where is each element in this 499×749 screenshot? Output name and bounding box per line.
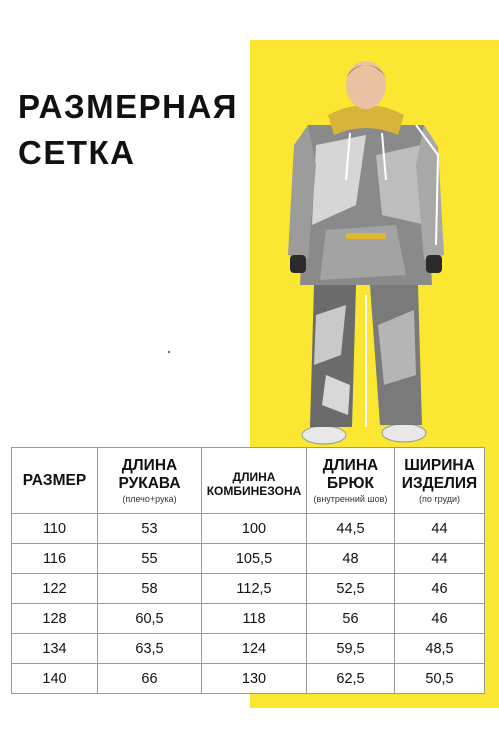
table-cell: 46 [395, 604, 485, 634]
header-sleeve-length-note: (плечо+рука) [122, 493, 177, 504]
page-title [18, 84, 238, 176]
table-cell: 105,5 [202, 544, 307, 574]
table-cell: 140 [12, 664, 98, 694]
header-pants-length-note: (внутренний шов) [313, 493, 388, 504]
table-cell: 59,5 [307, 634, 395, 664]
header-sleeve-length: ДЛИНА РУКАВА (плечо+рука) [98, 448, 202, 514]
table-cell: 122 [12, 574, 98, 604]
table-cell: 112,5 [202, 574, 307, 604]
table-cell: 128 [12, 604, 98, 634]
title-line-2: СЕТКА [18, 134, 136, 171]
table-cell: 48 [307, 544, 395, 574]
table-cell: 130 [202, 664, 307, 694]
table-cell: 58 [98, 574, 202, 604]
child-model-photo [286, 55, 446, 455]
title-line-1: РАЗМЕРНАЯ [18, 88, 239, 125]
table-row [12, 574, 485, 604]
table-row [12, 514, 485, 544]
table-cell: 124 [202, 634, 307, 664]
table-cell: 44 [395, 544, 485, 574]
table-cell: 116 [12, 544, 98, 574]
table-row [12, 604, 485, 634]
table-cell: 62,5 [307, 664, 395, 694]
table-cell: 110 [12, 514, 98, 544]
table-cell: 44 [395, 514, 485, 544]
table-cell: 46 [395, 574, 485, 604]
header-width: ШИРИНА ИЗДЕЛИЯ (по груди) [395, 448, 485, 514]
table-cell: 55 [98, 544, 202, 574]
table-cell: 60,5 [98, 604, 202, 634]
table-cell: 53 [98, 514, 202, 544]
header-overall-length: ДЛИНА КОМБИНЕЗОНА [202, 448, 307, 514]
header-pants-length: ДЛИНА БРЮК (внутренний шов) [307, 448, 395, 514]
table-cell: 66 [98, 664, 202, 694]
header-size: РАЗМЕР [12, 448, 98, 514]
table-cell: 52,5 [307, 574, 395, 604]
table-cell: 50,5 [395, 664, 485, 694]
decorative-dot [168, 351, 170, 353]
table-cell: 44,5 [307, 514, 395, 544]
table-header-row [12, 448, 485, 514]
table-cell: 63,5 [98, 634, 202, 664]
table-row [12, 634, 485, 664]
table-cell: 100 [202, 514, 307, 544]
table-row [12, 544, 485, 574]
size-table [11, 447, 485, 694]
table-row [12, 664, 485, 694]
table-cell: 118 [202, 604, 307, 634]
table-cell: 48,5 [395, 634, 485, 664]
table-cell: 56 [307, 604, 395, 634]
header-width-note: (по груди) [418, 493, 461, 504]
table-cell: 134 [12, 634, 98, 664]
